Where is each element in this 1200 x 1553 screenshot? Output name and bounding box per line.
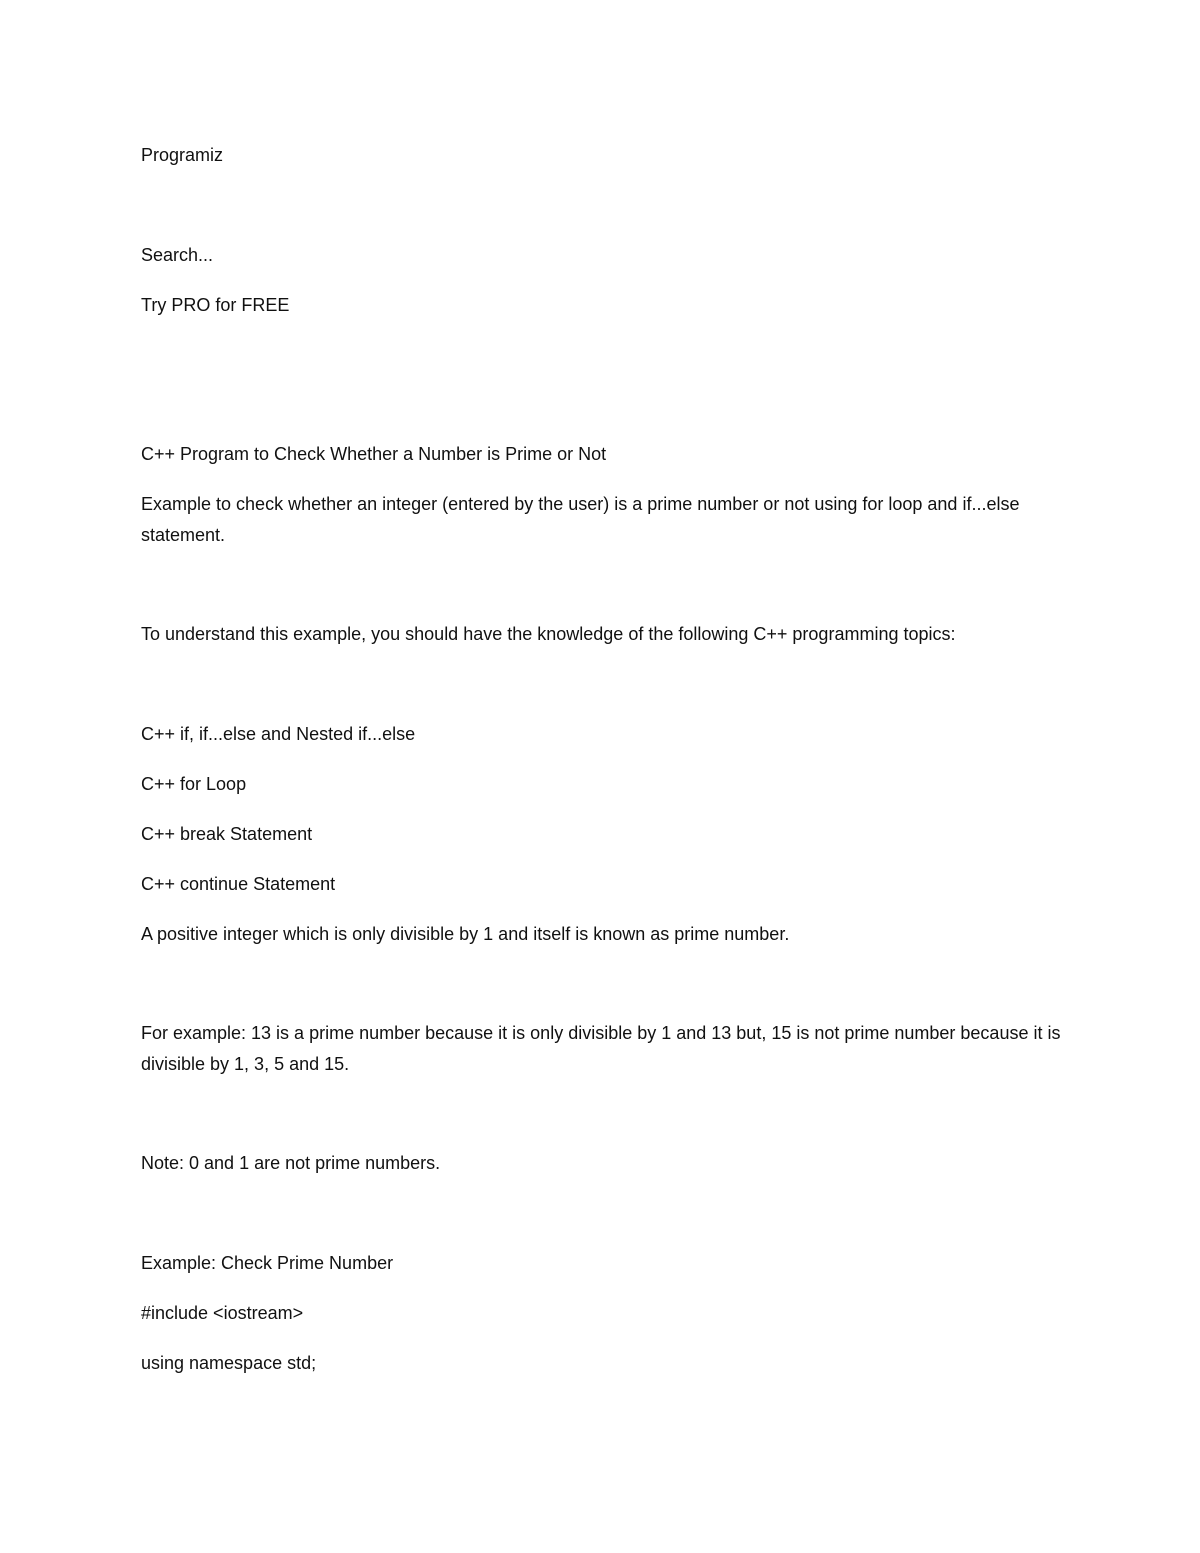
- site-name: Programiz: [141, 145, 224, 165]
- topic-item: C++ break Statement: [141, 824, 313, 844]
- prerequisite-intro: To understand this example, you should have the knowledge of the following C++ programming topics:: [141, 624, 956, 644]
- note-text: Note: 0 and 1 are not prime numbers.: [141, 1153, 441, 1173]
- intro-paragraph: Example to check whether an integer (entered by the user) is a prime number or not using for loop and if...else statement.: [141, 494, 1020, 545]
- topic-item: C++ continue Statement: [141, 874, 336, 894]
- article-title: C++ Program to Check Whether a Number is Prime or Not: [141, 444, 607, 464]
- prime-definition: A positive integer which is only divisible by 1 and itself is known as prime number.: [141, 924, 790, 944]
- example-paragraph: For example: 13 is a prime number because it is only divisible by 1 and 13 but, 15 is not prime number because it is divisible by 1, 3, 5 and 15.: [141, 1023, 1061, 1074]
- code-line: #include <iostream>: [141, 1303, 304, 1323]
- topic-item: C++ if, if...else and Nested if...else: [141, 724, 416, 744]
- search-text: Search...: [141, 245, 214, 265]
- topic-item: C++ for Loop: [141, 774, 247, 794]
- example-heading: Example: Check Prime Number: [141, 1253, 394, 1273]
- code-line: using namespace std;: [141, 1353, 317, 1373]
- promo-text: Try PRO for FREE: [141, 295, 290, 315]
